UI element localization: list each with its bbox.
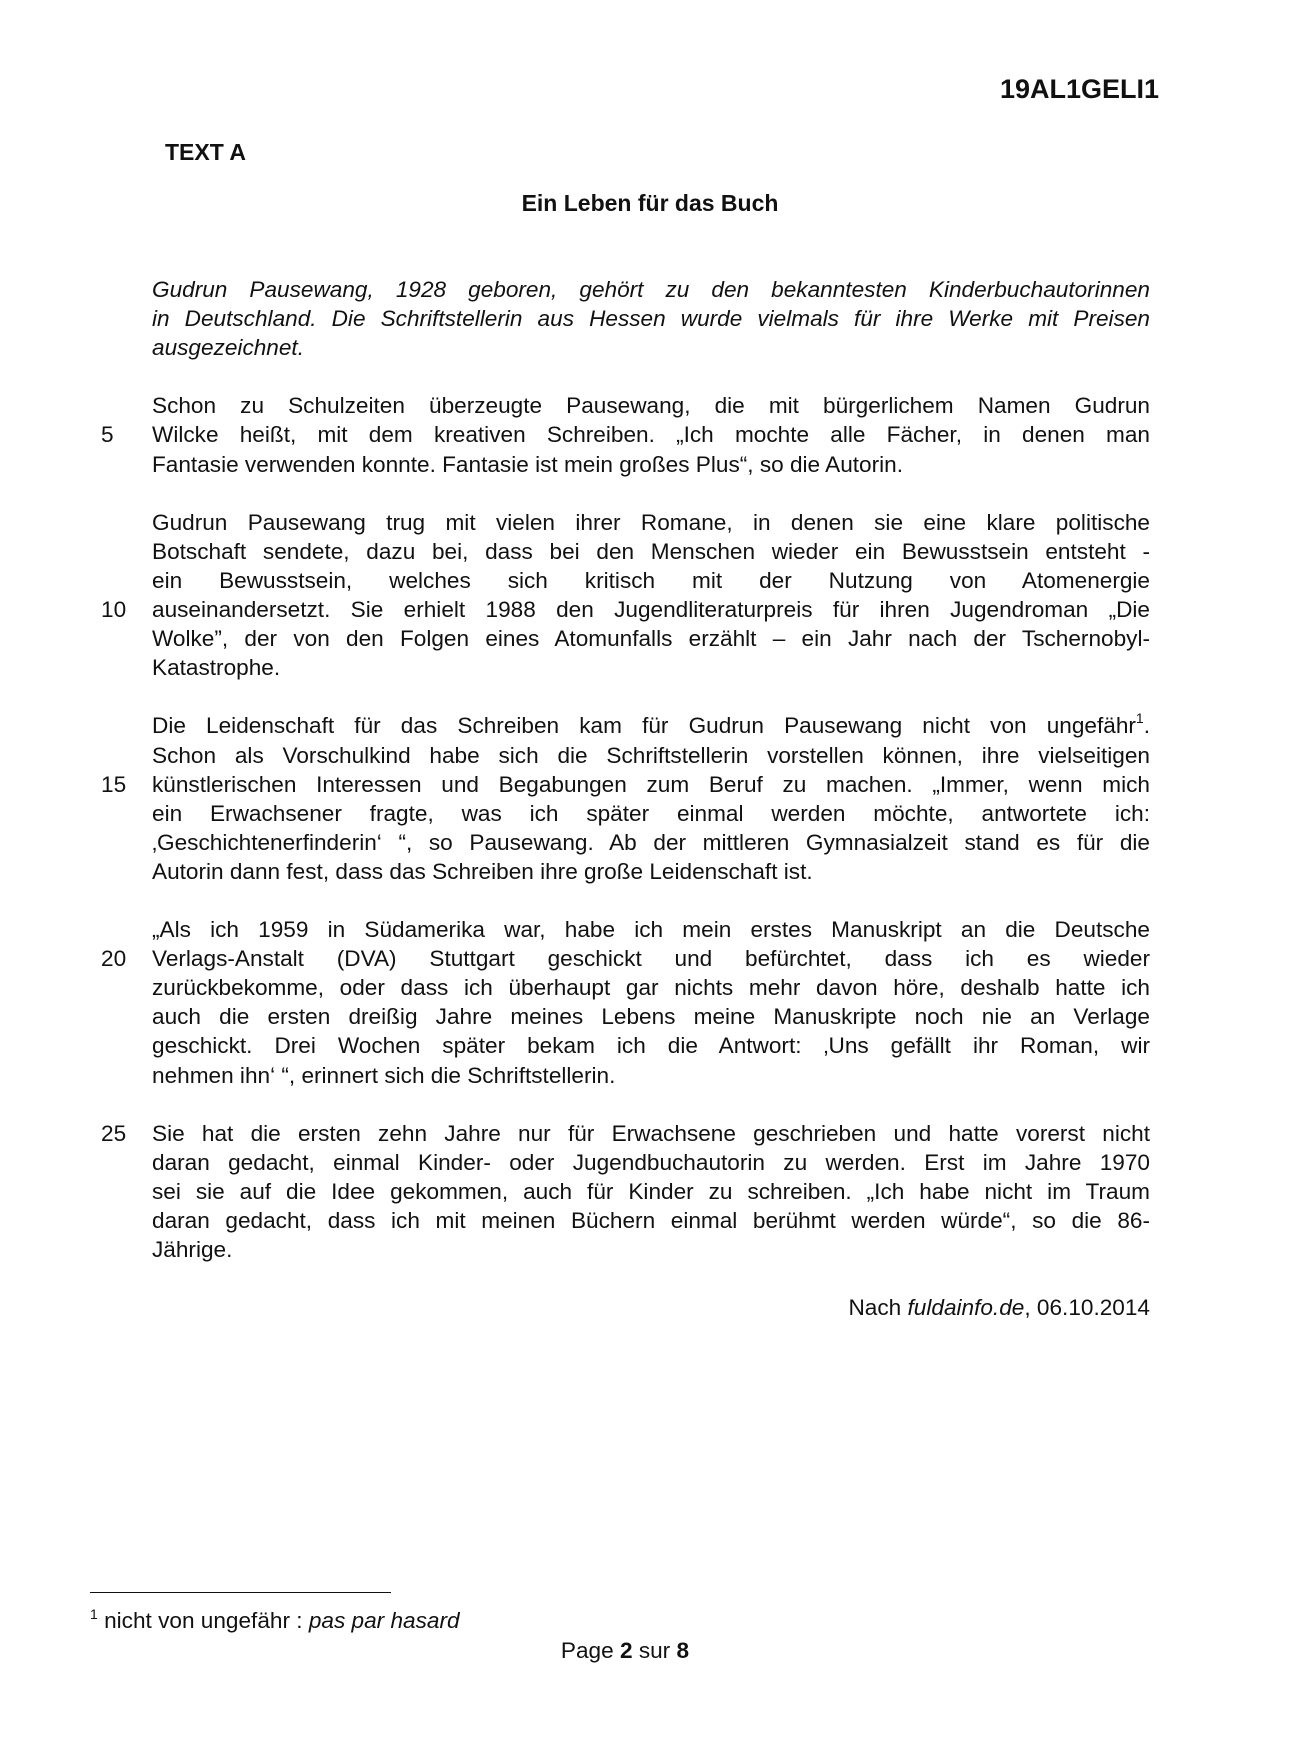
page-total: 8: [676, 1638, 690, 1663]
paragraph-gap: [152, 362, 1150, 391]
line-text: „Als ich 1959 in Südamerika war, habe ich mein erstes Manuskript an die Deutsche: [152, 917, 1150, 943]
footnote-number: 1: [90, 1606, 98, 1622]
line-text: Die Leidenschaft für das Schreiben kam für Gudrun Pausewang nicht von ungefähr: [152, 713, 1136, 739]
line-text: auch die ersten dreißig Jahre meines Lebens meine Manuskripte noch nie an Verlage: [152, 1004, 1150, 1030]
line-text: Gudrun Pausewang, 1928 geboren, gehört zu den bekanntesten Kinderbuchautorinnen: [152, 277, 1150, 302]
text-line: [152, 537, 1150, 566]
article-body: [101, 275, 1150, 1322]
paragraph: [101, 1119, 1150, 1264]
line-text: Verlags-Anstalt (DVA) Stuttgart geschickt und befürchtet, dass ich es wieder: [152, 946, 1150, 972]
text-line: [152, 1031, 1150, 1060]
text-line: [152, 1002, 1150, 1031]
source-site: fuldainfo.de: [907, 1295, 1025, 1321]
paragraph: [152, 275, 1150, 362]
line-text: ‚Geschichtenerfinderin‘ “, so Pausewang. Ab der mittleren Gymnasialzeit stand es für die: [152, 829, 1150, 855]
text-line: [152, 741, 1150, 770]
text-line: [101, 944, 1150, 973]
text-label: TEXT A: [165, 139, 246, 165]
page-number: [0, 1638, 1250, 1664]
text-line: [152, 1061, 1150, 1090]
text-line: [101, 1119, 1150, 1148]
text-line: [152, 1235, 1150, 1264]
paragraph: [101, 915, 1150, 1090]
text-line: [152, 508, 1150, 537]
exam-code: 19AL1GELI1: [999, 74, 1159, 104]
source-citation: [152, 1293, 1150, 1322]
line-number: 10: [101, 597, 127, 623]
page-prefix: Page: [560, 1638, 620, 1663]
line-number: 5: [101, 422, 114, 448]
line-text: Autorin dann fest, dass das Schreiben ihre große Leidenschaft ist.: [152, 858, 813, 884]
page-current: 2: [619, 1638, 633, 1663]
line-text: Schon als Vorschulkind habe sich die Schriftstellerin vorstellen können, ihre vielseitigen: [152, 742, 1150, 768]
footnote: [90, 1608, 460, 1634]
text-line: [152, 333, 1150, 362]
text-line: [101, 420, 1150, 449]
paragraph: [101, 508, 1150, 683]
text-line: [152, 711, 1150, 740]
line-number: 15: [101, 771, 127, 797]
line-text: Schon zu Schulzeiten überzeugte Pausewang, die mit bürgerlichem Namen Gudrun: [152, 393, 1150, 419]
paragraph-gap: [152, 886, 1150, 915]
paragraph: [101, 710, 1150, 886]
line-text: Wolke”, der von den Folgen eines Atomunfalls erzählt – ein Jahr nach der Tschernobyl-: [152, 626, 1150, 652]
page-sur: sur: [632, 1638, 677, 1663]
line-text: auseinandersetzt. Sie erhielt 1988 den Jugendliteraturpreis für ihren Jugendroman „Die: [152, 597, 1150, 623]
line-text: .: [1143, 713, 1150, 739]
line-text: geschickt. Drei Wochen später bekam ich die Antwort: ‚Uns gefällt ihr Roman, wir: [152, 1033, 1150, 1059]
text-line: [101, 595, 1150, 624]
line-text: sei sie auf die Idee gekommen, auch für Kinder zu schreiben. „Ich habe nicht im Traum: [152, 1178, 1150, 1204]
paragraph-gap: [152, 479, 1150, 508]
paragraph-gap: [152, 1090, 1150, 1119]
line-text: nehmen ihn‘ “, erinnert sich die Schriftstellerin.: [152, 1062, 616, 1088]
text-line: [152, 566, 1150, 595]
text-line: [152, 973, 1150, 1002]
line-text: Sie hat die ersten zehn Jahre nur für Erwachsene geschrieben und hatte vorerst nicht: [152, 1120, 1150, 1146]
line-text: Jährige.: [152, 1237, 233, 1263]
footnote-translation: pas par hasard: [308, 1608, 460, 1633]
line-text: ein Bewusstsein, welches sich kritisch mit der Nutzung von Atomenergie: [152, 567, 1150, 593]
line-text: Katastrophe.: [152, 655, 281, 681]
paragraph: [101, 391, 1150, 478]
text-line: [152, 915, 1150, 944]
footnote-reference: 1: [1135, 710, 1144, 727]
line-text: Gudrun Pausewang trug mit vielen ihrer Romane, in denen sie eine klare politische: [152, 509, 1150, 535]
line-number: 25: [101, 1120, 127, 1146]
text-line: [152, 1206, 1150, 1235]
footnote-term: nicht von ungefähr :: [104, 1608, 309, 1633]
paragraph-gap: [152, 1264, 1150, 1293]
text-line: [152, 653, 1150, 682]
line-text: ein Erwachsener fragte, was ich später einmal werden möchte, antwortete ich:: [152, 800, 1150, 826]
line-text: in Deutschland. Die Schriftstellerin aus Hessen wurde vielmals für ihre Werke mit Preisen: [152, 306, 1150, 332]
text-line: [152, 857, 1150, 886]
paragraph-gap: [152, 682, 1150, 711]
text-line: [152, 391, 1150, 420]
text-line: [152, 624, 1150, 653]
line-text: Wilcke heißt, mit dem kreativen Schreiben. „Ich mochte alle Fächer, in denen man: [152, 422, 1150, 448]
source-prefix: Nach: [848, 1295, 908, 1321]
line-number: 20: [101, 946, 127, 972]
text-line: [152, 304, 1150, 333]
text-line: [152, 1177, 1150, 1206]
line-text: Fantasie verwenden konnte. Fantasie ist mein großes Plus“, so die Autorin.: [152, 451, 903, 477]
line-text: Botschaft sendete, dazu bei, dass bei den Menschen wieder ein Bewusstsein entsteht -: [152, 538, 1150, 564]
text-line: [152, 828, 1150, 857]
line-text: daran gedacht, dass ich mit meinen Büchern einmal berühmt werden würde“, so die 86-: [152, 1208, 1150, 1233]
line-text: zurückbekomme, oder dass ich überhaupt gar nichts mehr davon höre, deshalb hatte ich: [152, 975, 1150, 1001]
text-line: [152, 275, 1150, 304]
text-line: [101, 770, 1150, 799]
line-text: ausgezeichnet.: [152, 335, 304, 361]
text-line: [152, 450, 1150, 479]
text-line: [152, 1148, 1150, 1177]
line-text: künstlerischen Interessen und Begabungen zum Beruf zu machen. „Immer, wenn mich: [152, 771, 1150, 797]
article-title: Ein Leben für das Buch: [521, 190, 779, 216]
source-date: , 06.10.2014: [1024, 1295, 1150, 1321]
line-text: daran gedacht, einmal Kinder- oder Jugendbuchautorin zu werden. Erst im Jahre 1970: [152, 1149, 1150, 1175]
text-line: [152, 799, 1150, 828]
footnote-divider: [90, 1592, 391, 1593]
